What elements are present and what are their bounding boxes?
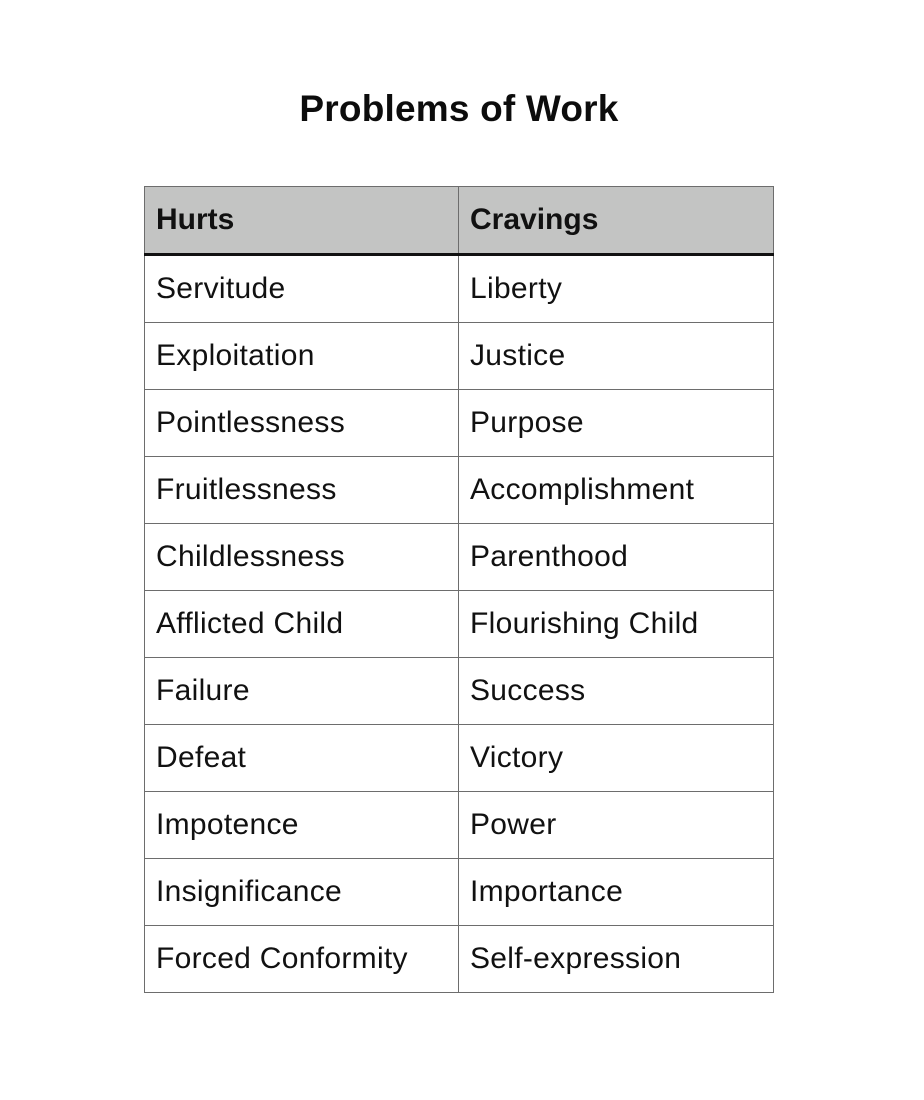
hurt-cell: Defeat: [145, 725, 459, 792]
hurt-cell: Afflicted Child: [145, 591, 459, 658]
table-header: [145, 187, 774, 255]
page-title: Problems of Work: [299, 88, 619, 129]
hurts-cravings-table: [144, 186, 774, 993]
craving-cell: Liberty: [459, 255, 774, 323]
header-row: [145, 187, 774, 255]
hurt-cell: Impotence: [145, 792, 459, 859]
table-body: [145, 255, 774, 993]
hurt-cell: Exploitation: [145, 323, 459, 390]
craving-cell: Importance: [459, 859, 774, 926]
craving-cell: Self-expression: [459, 926, 774, 993]
craving-cell: Power: [459, 792, 774, 859]
column-header-cravings: Cravings: [459, 187, 774, 255]
hurt-cell: Fruitlessness: [145, 457, 459, 524]
table-row: [145, 725, 774, 792]
hurt-cell: Insignificance: [145, 859, 459, 926]
hurt-cell: Forced Conformity: [145, 926, 459, 993]
craving-cell: Flourishing Child: [459, 591, 774, 658]
table-row: [145, 792, 774, 859]
table-row: [145, 457, 774, 524]
table-row: [145, 859, 774, 926]
craving-cell: Success: [459, 658, 774, 725]
table-row: [145, 390, 774, 457]
craving-cell: Accomplishment: [459, 457, 774, 524]
craving-cell: Purpose: [459, 390, 774, 457]
hurt-cell: Failure: [145, 658, 459, 725]
table-row: [145, 323, 774, 390]
craving-cell: Victory: [459, 725, 774, 792]
craving-cell: Justice: [459, 323, 774, 390]
table-row: [145, 524, 774, 591]
craving-cell: Parenthood: [459, 524, 774, 591]
table-row: [145, 255, 774, 323]
table-row: [145, 658, 774, 725]
hurt-cell: Servitude: [145, 255, 459, 323]
column-header-hurts: Hurts: [145, 187, 459, 255]
table-row: [145, 926, 774, 993]
table-row: [145, 591, 774, 658]
hurt-cell: Childlessness: [145, 524, 459, 591]
hurt-cell: Pointlessness: [145, 390, 459, 457]
